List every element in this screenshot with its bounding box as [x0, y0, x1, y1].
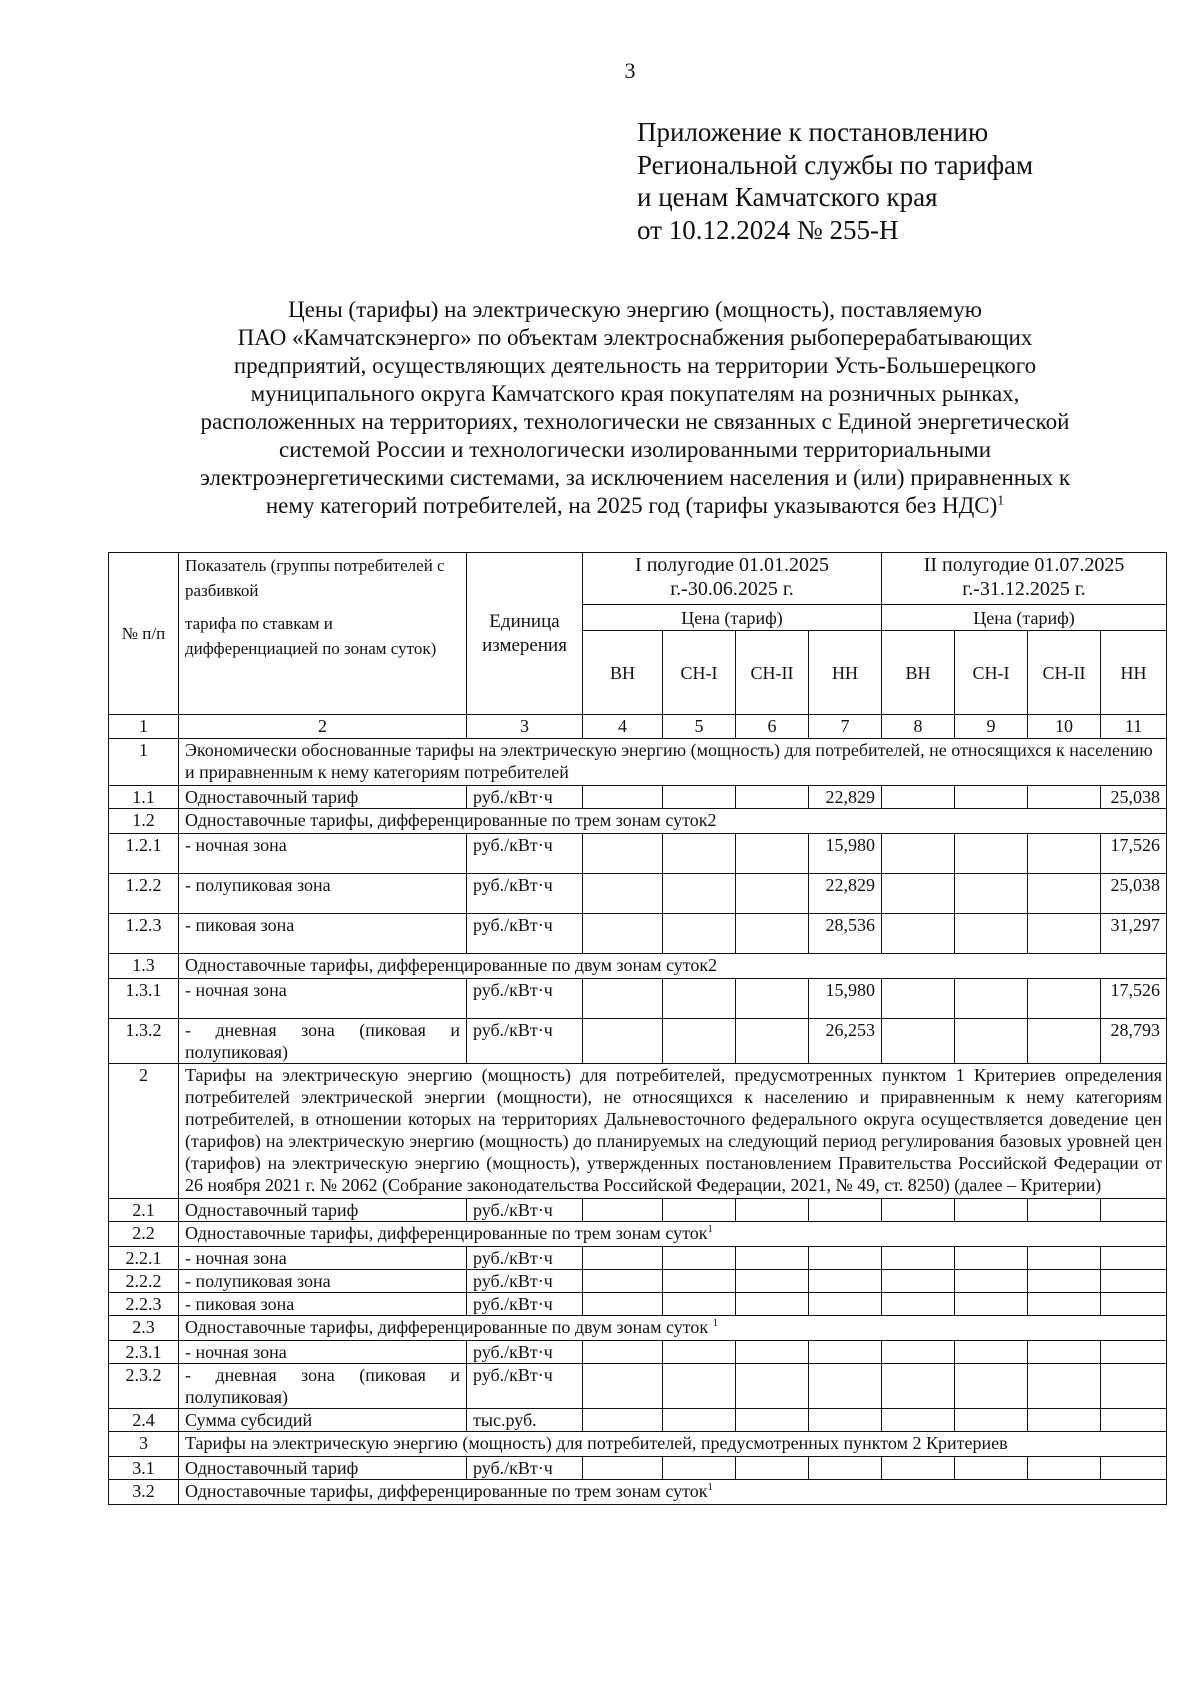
tariff-value [955, 786, 1028, 809]
table-section-row [109, 809, 1167, 834]
table-section-row [109, 954, 1167, 979]
tariff-value [663, 874, 736, 914]
tariff-value [736, 914, 809, 954]
row-number: 2.2.3 [109, 1293, 179, 1316]
tariff-value [736, 1293, 809, 1316]
unit-cell: руб./кВт·ч [467, 914, 583, 954]
tariff-value: 22,829 [809, 786, 882, 809]
indicator-name: Сумма субсидий [179, 1409, 467, 1432]
appendix-block [637, 116, 1033, 246]
section-title [179, 954, 1167, 979]
tariff-value [1028, 1364, 1101, 1409]
title-line: муниципального округа Камчатского края покупателям на розничных рынках, [250, 381, 1020, 406]
tariff-value [1101, 1364, 1167, 1409]
column-number: 2 [179, 715, 467, 739]
tariff-value: 22,829 [809, 874, 882, 914]
tariff-value [809, 1409, 882, 1432]
tariff-value [882, 1199, 955, 1222]
tariff-value: 28,793 [1101, 1019, 1167, 1064]
table-row [109, 1199, 1167, 1222]
tariff-value [736, 1341, 809, 1364]
header-price: Цена (тариф) [882, 605, 1167, 631]
tariff-value: 25,038 [1101, 786, 1167, 809]
row-number: 1.2 [109, 809, 179, 834]
tariff-value [1028, 1247, 1101, 1270]
tariff-value [1028, 1199, 1101, 1222]
tariff-value [1101, 1293, 1167, 1316]
appendix-line: и ценам Камчатского края [637, 182, 938, 212]
tariff-value: 26,253 [809, 1019, 882, 1064]
tariff-value [809, 1270, 882, 1293]
tariff-value [882, 1341, 955, 1364]
header-level: СН-II [1028, 631, 1101, 715]
tariff-value [736, 1199, 809, 1222]
tariff-value [663, 1199, 736, 1222]
title-last-line: нему категорий потребителей, на 2025 год (тарифы указываются без НДС) [265, 493, 998, 518]
tariff-value [583, 834, 663, 874]
table-row [109, 1409, 1167, 1432]
tariff-value [882, 786, 955, 809]
row-number: 1.3 [109, 954, 179, 979]
tariff-value [663, 914, 736, 954]
tariff-value [1028, 874, 1101, 914]
section-text: Одноставочные тарифы, дифференцированные по трем зонам суток2 [185, 810, 717, 830]
section-text: Тарифы на электрическую энергию (мощность) для потребителей, предусмотренных пунктом 1 Критериев определения потребителей электрической энергии (мощности), не относящихся к населению и приравненным к нему категориям потребителей, в отношении которых на территориях Дальневосточного федерального округа осуществляется доведение цен (тарифов) на электрическую энергию (мощность) до планируемых на следующий период регулирования базовых уровней цен (тарифов) на электрическую энергию (мощность), утвержденных постановлением Правительства Российской Федерации от 26 ноября 2021 г. № 2062 (Собрание законодательства Российской Федерации, 2021, № 49, ст. 8250) (далее – Критерии) [185, 1065, 1163, 1195]
tariff-value [583, 914, 663, 954]
tariff-value [955, 1341, 1028, 1364]
table-row [109, 1457, 1167, 1480]
tariff-value [583, 1247, 663, 1270]
tariff-value [1028, 1341, 1101, 1364]
header-level: НН [809, 631, 882, 715]
tariff-value [882, 1247, 955, 1270]
header-num: № п/п [109, 553, 179, 715]
row-number: 2.2.1 [109, 1247, 179, 1270]
tariff-value [583, 1293, 663, 1316]
table-row [109, 834, 1167, 874]
section-title [179, 1480, 1167, 1505]
tariff-value [955, 1364, 1028, 1409]
tariff-value [809, 1341, 882, 1364]
tariff-value [882, 1457, 955, 1480]
row-number: 1.2.1 [109, 834, 179, 874]
tariff-value [809, 1247, 882, 1270]
column-number: 4 [583, 715, 663, 739]
row-number: 2.1 [109, 1199, 179, 1222]
indicator-name: Одноставочный тариф [179, 786, 467, 809]
unit-cell: руб./кВт·ч [467, 834, 583, 874]
tariff-value [882, 1270, 955, 1293]
tariff-value [955, 1270, 1028, 1293]
title-line: Цены (тарифы) на электрическую энергию (мощность), поставляемую [288, 297, 982, 322]
row-number: 2.2 [109, 1222, 179, 1247]
tariff-value [1101, 1270, 1167, 1293]
row-number: 2.4 [109, 1409, 179, 1432]
tariff-value [663, 979, 736, 1019]
tariff-value [955, 914, 1028, 954]
section-text: Экономически обоснованные тарифы на электрическую энергию (мощность) для потребителей, не относящихся к населению и приравненным к нему категориям потребителей [185, 740, 1153, 782]
row-number: 3.2 [109, 1480, 179, 1505]
header-price: Цена (тариф) [583, 605, 882, 631]
title-line [155, 492, 1115, 520]
column-number: 3 [467, 715, 583, 739]
table-section-row [109, 1222, 1167, 1247]
row-number: 1.3.2 [109, 1019, 179, 1064]
header-level: ВН [882, 631, 955, 715]
indicator-name: - дневная зона (пиковая и полупиковая) [179, 1364, 467, 1409]
tariff-value [1028, 834, 1101, 874]
tariff-value [663, 1019, 736, 1064]
unit-cell: руб./кВт·ч [467, 1199, 583, 1222]
row-number: 1.2.3 [109, 914, 179, 954]
tariff-value [882, 1409, 955, 1432]
table-row [109, 1019, 1167, 1064]
tariff-value [809, 1457, 882, 1480]
tariff-value [663, 786, 736, 809]
tariff-value [736, 834, 809, 874]
indicator-name: - дневная зона (пиковая и полупиковая) [179, 1019, 467, 1064]
table-row [109, 1341, 1167, 1364]
column-number: 8 [882, 715, 955, 739]
tariff-value: 17,526 [1101, 979, 1167, 1019]
indicator-name: Одноставочный тариф [179, 1199, 467, 1222]
indicator-name: - ночная зона [179, 1341, 467, 1364]
tariff-value: 15,980 [809, 834, 882, 874]
table-row [109, 979, 1167, 1019]
unit-cell: руб./кВт·ч [467, 1270, 583, 1293]
indicator-name: - ночная зона [179, 834, 467, 874]
tariff-table [108, 552, 1167, 1505]
table-section-row [109, 739, 1167, 786]
tariff-value [809, 1364, 882, 1409]
table-section-row [109, 1316, 1167, 1341]
unit-cell: руб./кВт·ч [467, 786, 583, 809]
unit-cell: руб./кВт·ч [467, 1019, 583, 1064]
tariff-value [882, 1364, 955, 1409]
unit-cell: руб./кВт·ч [467, 1247, 583, 1270]
tariff-value [583, 979, 663, 1019]
table-row [109, 874, 1167, 914]
section-title [179, 1316, 1167, 1341]
tariff-value [663, 1247, 736, 1270]
tariff-value [1028, 1293, 1101, 1316]
row-number: 2.3 [109, 1316, 179, 1341]
tariff-value [955, 1199, 1028, 1222]
tariff-value: 31,297 [1101, 914, 1167, 954]
table-section-row [109, 1480, 1167, 1505]
column-number: 6 [736, 715, 809, 739]
tariff-value [583, 1341, 663, 1364]
row-number: 1.1 [109, 786, 179, 809]
header-row [109, 553, 1167, 605]
row-number: 1 [109, 739, 179, 786]
table-row [109, 1247, 1167, 1270]
tariff-value [882, 979, 955, 1019]
tariff-value [1028, 979, 1101, 1019]
tariff-value [955, 1409, 1028, 1432]
section-text: Одноставочные тарифы, дифференцированные по двум зонам суток [185, 1317, 713, 1337]
header-level: ВН [583, 631, 663, 715]
header-half2: II полугодие 01.07.2025 г.-31.12.2025 г. [882, 553, 1167, 605]
tariff-value [583, 786, 663, 809]
column-number: 10 [1028, 715, 1101, 739]
appendix-line: Приложение к постановлению [637, 117, 989, 147]
indicator-name: - ночная зона [179, 979, 467, 1019]
page-number: 3 [624, 58, 636, 83]
tariff-value [583, 874, 663, 914]
row-number: 1.2.2 [109, 874, 179, 914]
tariff-value [882, 1293, 955, 1316]
section-text: Тарифы на электрическую энергию (мощность) для потребителей, предусмотренных пунктом 2 Критериев [185, 1433, 1008, 1453]
tariff-value [1101, 1409, 1167, 1432]
indicator-name: - полупиковая зона [179, 874, 467, 914]
header-level: НН [1101, 631, 1167, 715]
title-line: расположенных на территориях, технологически не связанных с Единой энергетической [200, 409, 1070, 434]
indicator-name: - полупиковая зона [179, 1270, 467, 1293]
column-number: 11 [1101, 715, 1167, 739]
row-number: 2.3.1 [109, 1341, 179, 1364]
section-title [179, 1222, 1167, 1247]
tariff-value [663, 1341, 736, 1364]
tariff-value: 25,038 [1101, 874, 1167, 914]
tariff-value [882, 914, 955, 954]
section-title [179, 809, 1167, 834]
column-number: 1 [109, 715, 179, 739]
tariff-value [663, 1364, 736, 1409]
tariff-value [809, 1199, 882, 1222]
tariff-value [1101, 1457, 1167, 1480]
indicator-name: - ночная зона [179, 1247, 467, 1270]
unit-cell: руб./кВт·ч [467, 1293, 583, 1316]
table-row [109, 786, 1167, 809]
tariff-value [1101, 1199, 1167, 1222]
tariff-value [955, 979, 1028, 1019]
section-title [179, 739, 1167, 786]
tariff-value [955, 1293, 1028, 1316]
column-number: 7 [809, 715, 882, 739]
tariff-value [583, 1364, 663, 1409]
tariff-value [955, 1019, 1028, 1064]
column-number: 9 [955, 715, 1028, 739]
column-numbers-row [109, 715, 1167, 739]
table-section-row [109, 1064, 1167, 1199]
tariff-value [736, 1247, 809, 1270]
tariff-table-body [109, 553, 1167, 1505]
tariff-value [736, 786, 809, 809]
footnote-mark: 1 [707, 1481, 713, 1493]
column-number: 5 [663, 715, 736, 739]
header-indicator-bottom: тарифа по ставкам и дифференциацией по зонам суток) [179, 605, 467, 715]
title-line: предприятий, осуществляющих деятельность на территории Усть-Большерецкого [233, 353, 1037, 378]
header-level: СН-I [663, 631, 736, 715]
tariff-value [1101, 1247, 1167, 1270]
tariff-value: 15,980 [809, 979, 882, 1019]
row-number: 2 [109, 1064, 179, 1199]
tariff-value [663, 1270, 736, 1293]
appendix-line: Региональной службы по тарифам [637, 149, 1034, 180]
section-title [179, 1432, 1167, 1457]
tariff-value [663, 1409, 736, 1432]
footnote-mark: 1 [707, 1223, 713, 1235]
tariff-value [1028, 1019, 1101, 1064]
header-half1: I полугодие 01.01.2025 г.-30.06.2025 г. [583, 553, 882, 605]
tariff-value [736, 1019, 809, 1064]
tariff-value [736, 874, 809, 914]
header-unit: Единица измерения [467, 553, 583, 715]
tariff-value [1101, 1341, 1167, 1364]
document-title [155, 296, 1115, 520]
table-section-row [109, 1432, 1167, 1457]
tariff-value [955, 1457, 1028, 1480]
tariff-value [1028, 786, 1101, 809]
row-number: 2.3.2 [109, 1364, 179, 1409]
tariff-value [955, 834, 1028, 874]
row-number: 3.1 [109, 1457, 179, 1480]
tariff-value [583, 1270, 663, 1293]
tariff-value [663, 1293, 736, 1316]
tariff-value [955, 874, 1028, 914]
unit-cell: руб./кВт·ч [467, 874, 583, 914]
indicator-name: Одноставочный тариф [179, 1457, 467, 1480]
appendix-line: от 10.12.2024 № 255-Н [637, 214, 899, 245]
tariff-value [736, 1457, 809, 1480]
tariff-value [882, 834, 955, 874]
table-row [109, 914, 1167, 954]
tariff-value [1028, 1409, 1101, 1432]
unit-cell: руб./кВт·ч [467, 1341, 583, 1364]
unit-cell: руб./кВт·ч [467, 979, 583, 1019]
table-row [109, 1270, 1167, 1293]
section-text: Одноставочные тарифы, дифференцированные по двум зонам суток2 [185, 955, 718, 975]
header-indicator-top: Показатель (группы потребителей с разбивкой [179, 553, 467, 605]
tariff-value [583, 1409, 663, 1432]
indicator-name: - пиковая зона [179, 914, 467, 954]
section-text: Одноставочные тарифы, дифференцированные по трем зонам суток [185, 1481, 708, 1501]
tariff-value [1028, 1457, 1101, 1480]
row-number: 1.3.1 [109, 979, 179, 1019]
footnote-mark: 1 [712, 1317, 719, 1329]
row-number: 2.2.2 [109, 1270, 179, 1293]
header-level: СН-I [955, 631, 1028, 715]
title-line: ПАО «Камчатскэнерго» по объектам электроснабжения рыбоперерабатывающих [237, 325, 1033, 350]
tariff-value [736, 979, 809, 1019]
row-number: 3 [109, 1432, 179, 1457]
table-row [109, 1293, 1167, 1316]
tariff-value [1028, 1270, 1101, 1293]
table-row [109, 1364, 1167, 1409]
tariff-value [736, 1270, 809, 1293]
tariff-value [583, 1199, 663, 1222]
title-line: электроэнергетическими системами, за исключением населения и (или) приравненных к [199, 465, 1070, 490]
tariff-value [955, 1247, 1028, 1270]
tariff-value: 28,536 [809, 914, 882, 954]
tariff-value [663, 834, 736, 874]
tariff-value [736, 1409, 809, 1432]
header-row [109, 605, 1167, 631]
tariff-value [663, 1457, 736, 1480]
unit-cell: руб./кВт·ч [467, 1364, 583, 1409]
tariff-value [882, 874, 955, 914]
tariff-value [583, 1019, 663, 1064]
tariff-value [583, 1457, 663, 1480]
unit-cell: тыс.руб. [467, 1409, 583, 1432]
tariff-value [809, 1293, 882, 1316]
section-title [179, 1064, 1167, 1199]
tariff-value: 17,526 [1101, 834, 1167, 874]
title-line: системой России и технологически изолированными территориальными [278, 437, 992, 462]
footnote-mark: 1 [997, 492, 1005, 508]
indicator-name: - пиковая зона [179, 1293, 467, 1316]
header-level: СН-II [736, 631, 809, 715]
unit-cell: руб./кВт·ч [467, 1457, 583, 1480]
section-text: Одноставочные тарифы, дифференцированные по трем зонам суток [185, 1223, 708, 1243]
tariff-value [1028, 914, 1101, 954]
tariff-value [736, 1364, 809, 1409]
tariff-value [882, 1019, 955, 1064]
